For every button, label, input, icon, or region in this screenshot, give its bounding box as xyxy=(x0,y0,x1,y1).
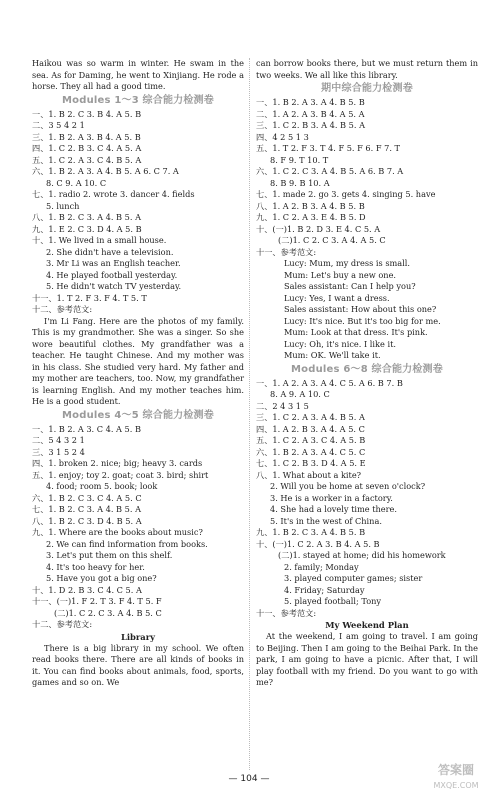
essay-title: Library xyxy=(120,631,156,642)
answer-line: 二、1. A 2. A 3. B 4. A 5. A xyxy=(256,108,365,119)
answer-line: 8. A 9. A 10. C xyxy=(270,389,330,399)
answer-line: 四、1. A 2. B 3. A 4. A 5. C xyxy=(256,423,365,434)
answer-line: 九、1. B 2. C 3. A 4. B 5. B xyxy=(256,527,366,537)
answer-line: 八、1. What about a kite? xyxy=(256,469,362,480)
answer-line: 二、3 5 4 2 1 xyxy=(32,120,85,130)
section-heading: Modules 6～8 综合能力检测卷 xyxy=(291,363,443,375)
answer-line: Mum: Let's buy a new one. xyxy=(284,269,397,280)
answer-line: 十二、参考范文: xyxy=(32,619,93,629)
answer-line: 三、1. C 2. B 3. A 4. B 5. A xyxy=(256,120,365,130)
answer-line: 4. He played football yesterday. xyxy=(46,269,178,280)
answer-line: 十、1. We lived in a small house. xyxy=(32,235,167,245)
essay-paragraph: At the weekend, I am going to travel. I am going to Beijing. Then I am going to the Beihai Park. In the park, I am going to have a picnic. After that, I will play football with my friend. Do you want to go with me? xyxy=(256,631,478,687)
answer-line: 五、1. C 2. A 3. C 4. A 5. B xyxy=(256,435,366,445)
answer-line: 九、1. C 2. A 3. E 4. B 5. D xyxy=(256,212,366,222)
answer-line: 十一、(一)1. F 2. T 3. F 4. T 5. F xyxy=(32,596,162,606)
answer-line: 2. We can find information from books. xyxy=(46,538,208,549)
answer-line: 十、(一)1. B 2. D 3. E 4. C 5. A xyxy=(256,223,381,234)
answer-line: 一、1. B 2. C 3. B 4. A 5. B xyxy=(32,108,142,119)
answer-line: 2. She didn't have a television. xyxy=(46,246,174,257)
answer-line: 五、1. T 2. F 3. T 4. F 5. F 6. F 7. T xyxy=(256,143,400,153)
answer-line: 5. lunch xyxy=(46,200,80,211)
answer-line: 二、2 4 3 1 5 xyxy=(256,400,309,411)
answer-line: 4. food; room 5. book; look xyxy=(46,481,158,491)
answer-line: 六、1. B 2. C 3. C 4. A 5. C xyxy=(32,492,142,503)
answer-line: 四、1. broken 2. nice; big; heavy 3. cards xyxy=(32,458,203,468)
answer-line: 四、4 2 5 1 3 xyxy=(256,131,309,142)
answer-line: Sales assistant: Can I help you? xyxy=(284,281,416,291)
answer-line: 一、1. B 2. A 3. C 4. A 5. B xyxy=(32,423,141,434)
page-number: — 104 — xyxy=(228,774,270,784)
continued-paragraph: Haikou was so warm in winter. He swam in the sea. As for Daming, he went to Xinjiang. He rode a horse. They all had a good time. xyxy=(32,58,244,91)
answer-line: (二)1. C 2. C 3. A 4. B 5. C xyxy=(54,607,162,618)
answer-line: 4. It's too heavy for her. xyxy=(46,561,145,572)
answer-line: 一、1. B 2. A 3. A 4. B 5. B xyxy=(256,97,365,107)
answer-line: Sales assistant: How about this one? xyxy=(284,304,437,314)
watermark-url: MXQE.COM xyxy=(433,781,479,790)
answer-line: 3. Let's put them on this shelf. xyxy=(46,550,173,560)
answer-line: 六、1. B 2. A 3. A 4. C 5. C xyxy=(256,446,366,457)
answer-line: 四、1. C 2. B 3. C 4. A 5. A xyxy=(32,143,142,153)
answer-line: 十一、1. T 2. F 3. F 4. T 5. T xyxy=(32,292,147,303)
left-column xyxy=(32,58,244,689)
answer-line: 九、1. E 2. C 3. D 4. A 5. B xyxy=(32,223,142,234)
answer-line: Lucy: Yes, I want a dress. xyxy=(284,292,390,303)
column-divider xyxy=(249,58,251,770)
answer-line: 七、1. B 2. C 3. A 4. B 5. A xyxy=(32,504,141,514)
answer-line: 九、1. Where are the books about music? xyxy=(32,527,203,537)
answer-line: (二)1. C 2. C 3. A 4. A 5. C xyxy=(278,235,386,245)
answer-line: 5. played football; Tony xyxy=(284,596,382,606)
answer-line: Mum: Look at that dress. It's pink. xyxy=(284,327,428,337)
essay-paragraph: There is a big library in my school. We often read books there. There are all kinds of books in it. You can find books about animals, food, sports, games and so on. We xyxy=(32,642,244,687)
answer-line: 三、1. B 2. A 3. B 4. A 5. B xyxy=(32,131,141,142)
answer-line: 3. He is a worker in a factory. xyxy=(270,492,393,503)
answer-line: 三、1. C 2. A 3. A 4. B 5. A xyxy=(256,412,365,422)
section-heading: 期中综合能力检测卷 xyxy=(321,83,413,94)
answer-line: 十一、参考范文: xyxy=(256,246,317,257)
section-heading: Modules 4～5 综合能力检测卷 xyxy=(62,409,214,421)
answer-line: Lucy: Oh, it's nice. I like it. xyxy=(284,338,396,349)
answer-line: 8. B 9. B 10. A xyxy=(270,177,330,188)
essay-paragraph: I'm Li Fang. Here are the photos of my family. This is my grandmother. She was a singer. So she wore beautiful clothes. My grandfather was a teacher. He taught Chinese. And my mother was in his class. She studied very hard. My father and my mother are teachers, too. Now, my grandfather is learning English. And my mother teaches him. He is a good student. xyxy=(32,315,244,406)
watermark-logo xyxy=(424,758,488,794)
answer-line: 二、5 4 3 2 1 xyxy=(32,435,85,445)
answer-line: 三、3 1 5 2 4 xyxy=(32,446,85,457)
answer-line: 六、1. B 2. A 3. A 4. B 5. A 6. C 7. A xyxy=(32,166,179,176)
answer-line: 七、1. radio 2. wrote 3. dancer 4. fields xyxy=(32,189,195,199)
answer-line: (二)1. stayed at home; did his homework xyxy=(278,550,446,560)
answer-line: 4. She had a lovely time there. xyxy=(270,504,397,514)
answer-line: 八、1. B 2. C 3. D 4. B 5. A xyxy=(32,515,142,526)
continued-paragraph: can borrow books there, but we must return them in two weeks. We all like this library. xyxy=(256,58,478,80)
answer-line: 八、1. A 2. B 3. A 4. B 5. B xyxy=(256,200,365,211)
watermark-title: 答案圈 xyxy=(437,763,475,777)
answer-line: 8. C 9. A 10. C xyxy=(46,177,107,188)
essay-title: My Weekend Plan xyxy=(325,620,409,630)
answer-line: Lucy: It's nice. But it's too big for me. xyxy=(284,315,441,326)
answer-line: 3. Mr Li was an English teacher. xyxy=(46,258,181,268)
answer-line: 2. Will you be home at seven o'clock? xyxy=(270,481,426,491)
answer-line: Lucy: Mum, my dress is small. xyxy=(284,258,411,268)
answer-line: Mum: OK. We'll take it. xyxy=(284,350,381,360)
answer-line: 3. played computer games; sister xyxy=(284,573,423,583)
answer-line: 4. Friday; Saturday xyxy=(284,584,365,595)
right-column xyxy=(256,58,478,689)
section-heading: Modules 1～3 综合能力检测卷 xyxy=(62,94,214,106)
answer-line: 六、1. C 2. C 3. A 4. B 5. A 6. B 7. A xyxy=(256,166,404,176)
answer-line: 五、1. enjoy; toy 2. goat; coat 3. bird; shirt xyxy=(32,469,209,480)
answer-line: 八、1. B 2. C 3. A 4. B 5. A xyxy=(32,212,141,222)
answer-line: 七、1. C 2. B 3. D 4. A 5. E xyxy=(256,458,366,468)
answer-line: 十一、参考范文: xyxy=(256,607,317,618)
answer-line: 五、1. C 2. A 3. C 4. B 5. A xyxy=(32,154,142,165)
answer-line: 十、1. D 2. B 3. C 4. C 5. A xyxy=(32,584,142,595)
answer-line: 5. It's in the west of China. xyxy=(270,515,382,526)
answer-line: 2. family; Monday xyxy=(284,561,359,572)
answer-line: 5. Have you got a big one? xyxy=(46,573,157,583)
answer-line: 一、1. A 2. A 3. A 4. C 5. A 6. B 7. B xyxy=(256,377,403,388)
answer-line: 十、(一)1. C 2. A 3. B 4. A 5. B xyxy=(256,538,380,549)
answer-line: 8. F 9. T 10. T xyxy=(270,154,329,165)
answer-line: 十二、参考范文: xyxy=(32,304,93,314)
answer-line: 七、1. made 2. go 3. gets 4. singing 5. have xyxy=(256,189,436,199)
answer-line: 5. He didn't watch TV yesterday. xyxy=(46,281,182,291)
